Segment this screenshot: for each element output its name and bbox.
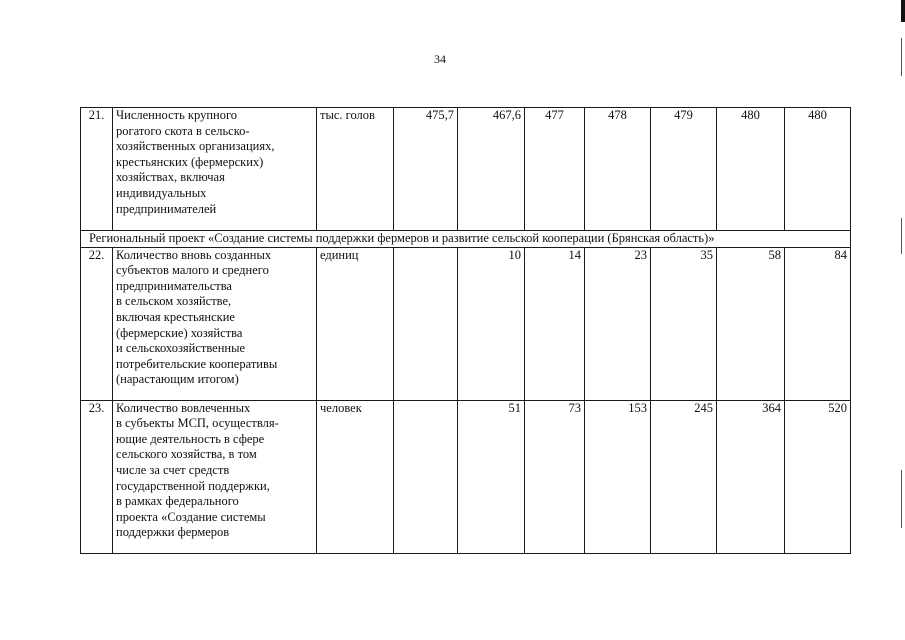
value-cell: 153: [585, 400, 651, 553]
scan-edge-line: [901, 38, 902, 76]
section-row: [81, 231, 851, 248]
value-cell: 23: [585, 247, 651, 400]
value-cell: 10: [458, 247, 525, 400]
value-cell: [394, 400, 458, 553]
indicator-name: Численность крупного рогатого скота в сельско- хозяйственных организациях, крестьянских (фермерских) хозяйствах, включая индивидуальных предпринимателей: [113, 108, 317, 231]
scan-edge-line: [901, 218, 902, 254]
scan-edge-mark: [901, 0, 905, 22]
value-cell: 467,6: [458, 108, 525, 231]
indicators-table: [80, 107, 851, 554]
value-cell: 245: [651, 400, 717, 553]
value-cell: 480: [785, 108, 851, 231]
page-number: 34: [434, 52, 446, 66]
unit-cell: тыс. голов: [317, 108, 394, 231]
value-cell: 51: [458, 400, 525, 553]
value-cell: 520: [785, 400, 851, 553]
value-cell: 58: [717, 247, 785, 400]
value-cell: [394, 247, 458, 400]
scan-edge-line: [901, 470, 902, 528]
row-number: 22.: [81, 247, 113, 400]
unit-cell: человек: [317, 400, 394, 553]
value-cell: 478: [585, 108, 651, 231]
value-cell: 73: [525, 400, 585, 553]
value-cell: 479: [651, 108, 717, 231]
value-cell: 364: [717, 400, 785, 553]
table-row: [81, 108, 851, 231]
table-row: [81, 247, 851, 400]
section-title: Региональный проект «Создание системы поддержки фермеров и развитие сельской кооперации (Брянская область)»: [81, 231, 851, 248]
unit-cell: единиц: [317, 247, 394, 400]
value-cell: 477: [525, 108, 585, 231]
indicator-name: Количество вновь созданных субъектов малого и среднего предпринимательства в сельском хозяйстве, включая крестьянские (фермерские) хозяйства и сельскохозяйственные потребительские кооперативы (нарастающим итогом): [113, 247, 317, 400]
row-number: 21.: [81, 108, 113, 231]
row-number: 23.: [81, 400, 113, 553]
value-cell: 14: [525, 247, 585, 400]
table-row: [81, 400, 851, 553]
value-cell: 475,7: [394, 108, 458, 231]
value-cell: 84: [785, 247, 851, 400]
value-cell: 480: [717, 108, 785, 231]
value-cell: 35: [651, 247, 717, 400]
indicator-name: Количество вовлеченных в субъекты МСП, осуществля- ющие деятельность в сфере сельского хозяйства, в том числе за счет средств государственной поддержки, в рамках федерального проекта «Создание системы поддержки фермеров: [113, 400, 317, 553]
